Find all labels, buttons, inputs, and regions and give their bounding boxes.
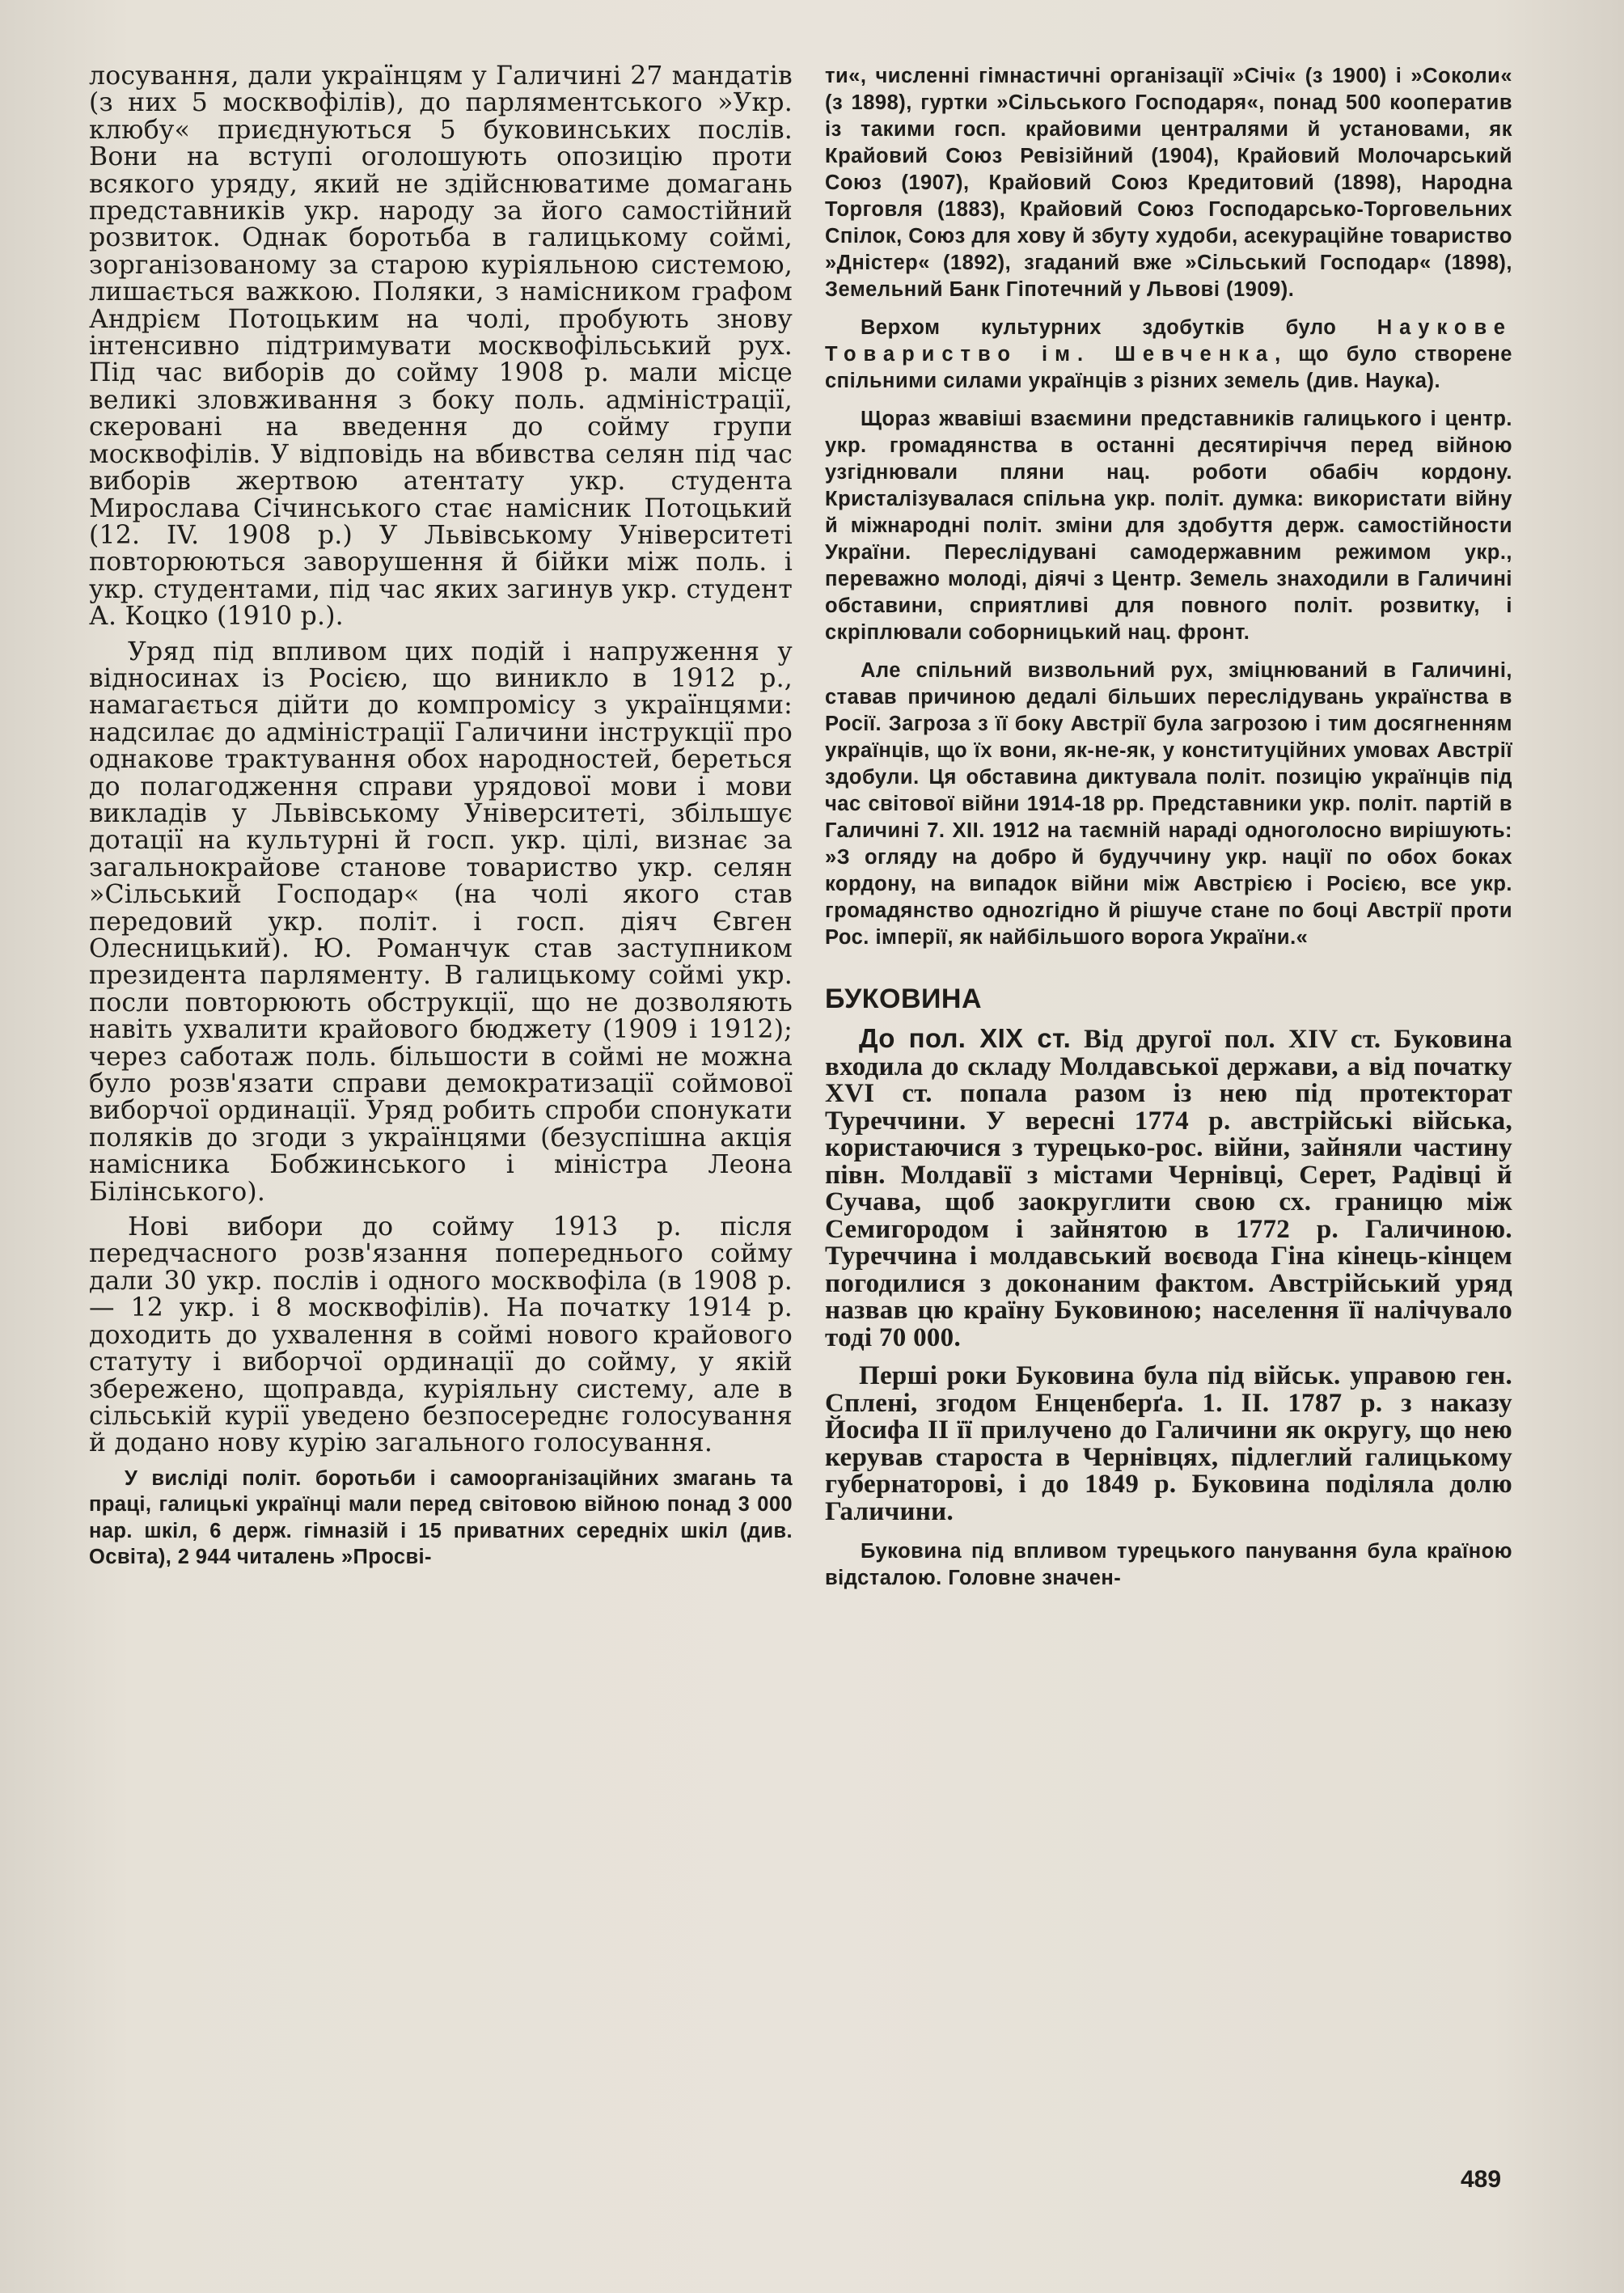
paragraph: Перші роки Буковина була під військ. управою ген. Сплені, згодом Енценберґа. 1. II. 1787 р. з наказу Йосифа II її прилучено до Галичини як округу, що нею керував староста в Чернівцях, підлеглий галицькому губернаторові, і до 1849 р. Буковина поділяла долю Галичини. [825, 1361, 1512, 1526]
paragraph: У висліді політ. боротьби і самоорганізаційних змагань та праці, галицькі українці мали перед світовою війною понад 3 000 нар. шкіл, 6 держ. гімназій і 15 приватних середніх шкіл (див. Освіта), 2 944 читалень »Просві- [89, 1466, 793, 1569]
paragraph: ти«, численні гімнастичні організації »Січі« (з 1900) і »Соколи« (з 1898), гуртки »Сільського Господаря«, понад 500 кооператив із такими госп. крайовими централями й установами, як Крайовий Союз Ревізійний (1904), Крайовий Молочарський Союз (1907), Крайовий Союз Кредитовий (1898), Народна Торговля (1883), Крайовий Союз Господарсько-Торговельних Спілок, Союз для хову й збуту худоби, асекураційне товариство »Дністер« (1892), згаданий вже »Сільський Господар« (1898), Земельний Банк Гіпотечний у Львові (1909). [825, 65, 1512, 301]
paragraph: Нові вибори до сойму 1913 р. після передчасного розв'язання попереднього сойму дали 30 укр. послів і одного москвофіла (в 1908 р. — 12 укр. і 8 москвофілів). На початку 1914 р. доходить до ухвалення в соймі нового крайового статуту і виборчої ординації до сойму, у якій збережено, щоправда, куріяльну систему, але в сільській курії уведено безпосереднє голосування й додано нову курію загального голосування. [89, 1212, 793, 1458]
page-number: 489 [1461, 2166, 1502, 2193]
paragraph: лосування, дали українцям у Галичині 27 мандатів (з них 5 москвофілів), до парляментського »Укр. клюбу« приєднуються 5 буковинських послів. Вони на вступі оголошують опозицію проти всякого уряду, який не здійснюватиме домагань представників укр. народу за його самостійний розвиток. Однак боротьба в галицькому соймі, зорганізованому за старою куріяльною системою, лишається важкою. Поляки, з намісником графом Андрієм Потоцьким на чолі, пробують знову інтенсивно підтримувати москвофільський рух. Під час виборів до сойму 1908 р. мали місце великі зловживання з боку поль. адміністрації, скеровані на введення до сойму групи москвофілів. У відповідь на вбивства селян під час виборів жертвою атентату укр. студента Мирослава Січинського стає намісник Потоцький (12. IV. 1908 р.) У Львівському Університеті повторюються заворушення й бійки між поль. і укр. студентами, під час яких загинув укр. студент А. Коцко (1910 р.). [89, 61, 793, 632]
text-span: Від другої пол. XIV ст. Буковина входила до складу Молдавської держави, а від початку XVI ст. попала разом із нею під протекторат Туреччини. У вересні 1774 р. австрійські війська, користаючися з турецько-рос. війни, зайняли частину півн. Молдавії з містами Чернівці, Серет, Радівці й Сучава, щоб заокруглити свою сх. границю між Семигородом і зайнятою в 1772 р. Галичиною. Туреччина і молдавський воєвода Гіна кінець-кінцем погодилися з доконаним фактом. Австрійський уряд назвав цю країну Буковиною; населення її налічувало тоді 70 000. [825, 1025, 1512, 1352]
paragraph [825, 315, 1512, 395]
text-span: , що було створене спільними силами українців з різних земель (див. Наука). [825, 343, 1512, 392]
paragraph: Але спільний визвольний рух, зміцнюваний в Галичині, ставав причиною дедалі більших переслідувань українства в Росії. Загроза з її боку Австрії була загрозою і тим досягненням українців, що їх вони, як-не-як, у конституційних умовах Австрії здобули. Ця обставина диктувала політ. позицію українців під час світової війни 1914-18 рр. Представники укр. політ. партій в Галичині 7. XII. 1912 на таємній нараді одноголосно вирішують: »З огляду на добро й будуччину укр. нації по обох боках кордону, на випадок війни між Австрією і Росією, все укр. громадянство одноzгідно й рішуче стане по боці Австрії проти Рос. імперії, як найбільшого ворога України.« [825, 659, 1512, 949]
paragraph-lead: До пол. XIX ст. [859, 1023, 1072, 1053]
spaced-emphasis: Наукове Товариство ім. Шевченка [825, 316, 1512, 366]
paragraph [825, 1025, 1512, 1352]
left-column [89, 63, 793, 1571]
right-column [825, 63, 1512, 1592]
text-span: Верхом культурних здобутків було [861, 316, 1377, 339]
paragraph: Буковина під впливом турецького панування була країною відсталою. Головне значен- [825, 1540, 1512, 1589]
section-title: БУКОВИНА [825, 984, 983, 1014]
paragraph: Щораз жвавіші взаємини представників галицького і центр. укр. громадянства в останні десятиріччя перед війною узгіднювали пляни нац. роботи обабіч кордону. Кристалізувалася спільна укр. політ. думка: використати війну й міжнародні політ. зміни для здобуття держ. самостійности України. Переслідувані самодержавним режимом укр., переважно молоді, діячі з Центр. Земель знаходили в Галичині обставини, сприятливі для повного політ. розвитку, і скріплювали соборницький нац. фронт. [825, 408, 1512, 644]
paragraph: Уряд під впливом цих подій і напруження у відносинах із Росією, що виникло в 1912 р., намагається дійти до компромісу з українцями: надсилає до адміністрації Галичини інструкції про однакове трактування обох народностей, береться до полагодження справи урядової мови і мови викладів у Львівському Університеті, збільшує дотації на культурні й госп. укр. цілі, визнає за загальнокрайове станове товариство укр. селян »Сільський Господар« (на чолі якого став передовий укр. політ. і госп. діяч Євген Олесницький). Ю. Романчук став заступником президента парляменту. В галицькому соймі укр. посли повторюють обструкції, що не дозволяють навіть ухвалити крайового бюджету (1909 і 1912); через саботаж поль. більшости в соймі не можна було розв'язати справи демократизації соймової виборчої ординації. Уряд робить спроби спонукати поляків до згоди з українцями (безуспішна акція намісника Бобжинського і міністра Леона Білінського). [89, 637, 793, 1207]
